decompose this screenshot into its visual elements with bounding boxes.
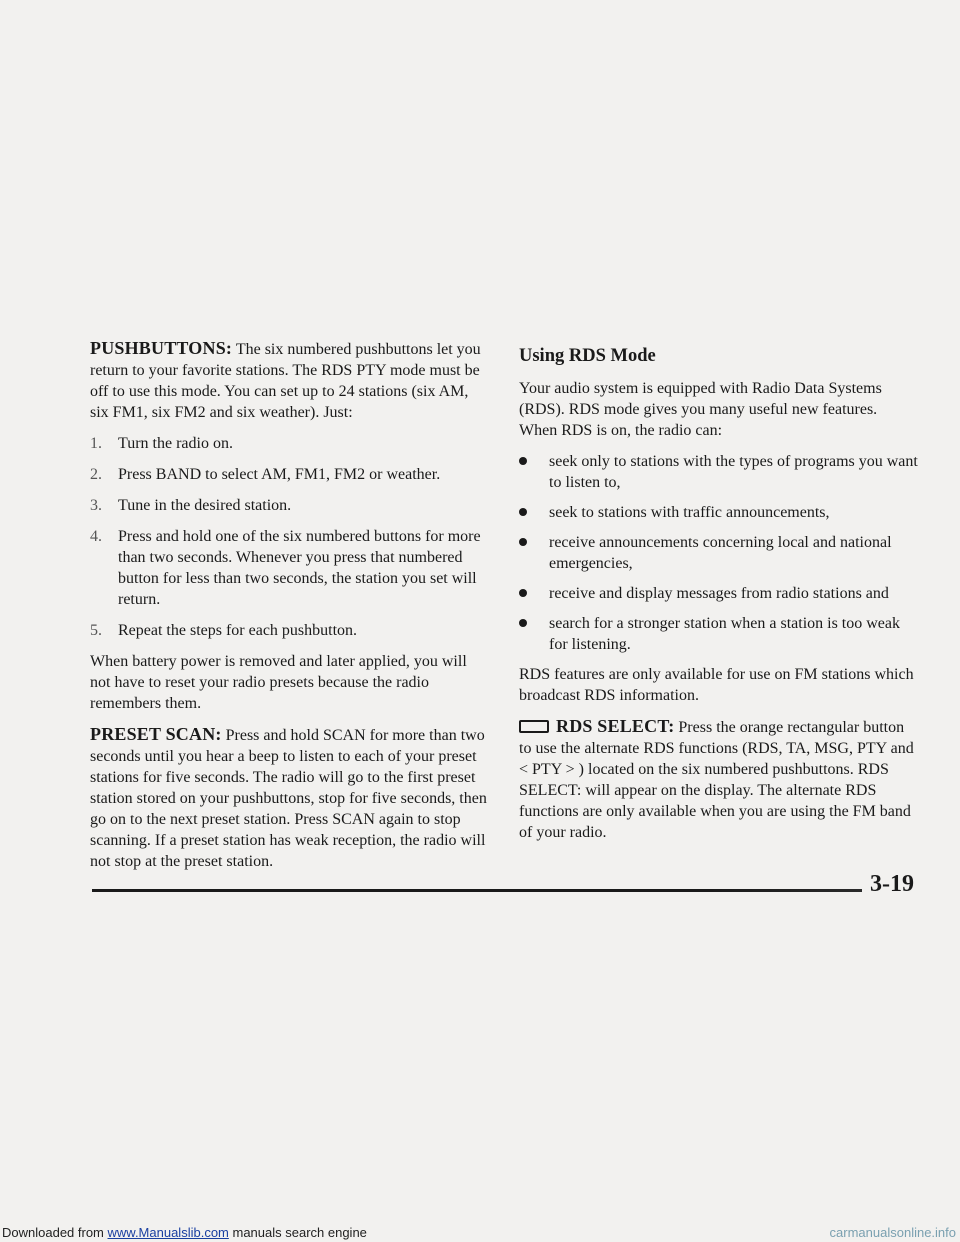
manualslib-link[interactable]: www.Manualslib.com bbox=[107, 1225, 229, 1240]
bullet-icon bbox=[519, 589, 527, 597]
bullet-icon bbox=[519, 619, 527, 627]
step-number: 4. bbox=[90, 528, 102, 545]
right-column bbox=[519, 338, 919, 843]
step-text: Tune in the desired station. bbox=[118, 497, 292, 514]
rectangular-button-icon bbox=[519, 720, 549, 733]
list-item-text: receive announcements concerning local and national emergencies, bbox=[549, 534, 892, 572]
rds-select-text: Press the orange rectangular button to use the alternate RDS functions (RDS, TA, MSG, PTY and < PTY > ) located on the six numbered pushbuttons. RDS SELECT: will appear on the display. The alternate RDS functions are only available when you are using the FM band of your radio. bbox=[519, 719, 914, 841]
step-number: 5. bbox=[90, 622, 102, 639]
list-item bbox=[519, 583, 919, 604]
step-item bbox=[90, 433, 490, 454]
preset-scan-paragraph bbox=[90, 724, 490, 872]
list-item bbox=[519, 613, 919, 655]
step-number: 2. bbox=[90, 466, 102, 483]
step-text: Press and hold one of the six numbered buttons for more than two seconds. Whenever you press that numbered button for less than two seconds, the station you set will return. bbox=[118, 528, 481, 608]
step-item bbox=[90, 620, 490, 641]
footer-prefix: Downloaded from bbox=[2, 1225, 108, 1240]
battery-paragraph: When battery power is removed and later applied, you will not have to reset your radio presets because the radio remembers them. bbox=[90, 653, 467, 712]
pushbuttons-text: The six numbered pushbuttons let you return to your favorite stations. The RDS PTY mode must be off to use this mode. You can set up to 24 stations (six AM, six FM1, six FM2 and six weather). Just: bbox=[90, 341, 481, 421]
step-item bbox=[90, 495, 490, 516]
rds-features-paragraph: RDS features are only available for use on FM stations which broadcast RDS information. bbox=[519, 666, 914, 704]
footer-rule bbox=[92, 889, 862, 892]
rds-capabilities-list bbox=[519, 451, 919, 655]
pushbuttons-label: PUSHBUTTONS: bbox=[90, 338, 233, 358]
preset-scan-text: Press and hold SCAN for more than two seconds until you hear a beep to listen to each of your preset stations for five seconds. The radio will go to the first preset station stored on your pushbuttons, stop for five seconds, then go on to the next preset station. Press SCAN again to stop scanning. If a preset station has weak reception, the radio will not stop at the preset station. bbox=[90, 727, 487, 870]
page-number: 3-19 bbox=[870, 871, 914, 897]
step-item bbox=[90, 526, 490, 610]
step-text: Turn the radio on. bbox=[118, 435, 233, 452]
rds-select-paragraph bbox=[519, 716, 919, 843]
step-text: Repeat the steps for each pushbutton. bbox=[118, 622, 358, 639]
watermark-brand: carmanualsonline.info bbox=[829, 1225, 956, 1240]
section-heading: Using RDS Mode bbox=[519, 346, 656, 366]
list-item-text: receive and display messages from radio stations and bbox=[549, 585, 889, 602]
step-item bbox=[90, 464, 490, 485]
bullet-icon bbox=[519, 538, 527, 546]
download-footer bbox=[0, 1224, 960, 1242]
left-column bbox=[90, 338, 490, 872]
pushbuttons-paragraph bbox=[90, 338, 490, 423]
rds-intro-paragraph: Your audio system is equipped with Radio Data Systems (RDS). RDS mode gives you many useful new features. When RDS is on, the radio can: bbox=[519, 380, 882, 439]
bullet-icon bbox=[519, 457, 527, 465]
rds-select-label: RDS SELECT: bbox=[556, 716, 675, 736]
footer-suffix: manuals search engine bbox=[228, 1225, 367, 1240]
list-item bbox=[519, 532, 919, 574]
list-item bbox=[519, 451, 919, 493]
preset-scan-label: PRESET SCAN: bbox=[90, 724, 222, 744]
step-text: Press BAND to select AM, FM1, FM2 or weather. bbox=[118, 466, 441, 483]
step-number: 1. bbox=[90, 435, 102, 452]
list-item-text: seek to stations with traffic announcements, bbox=[549, 504, 830, 521]
list-item bbox=[519, 502, 919, 523]
list-item-text: search for a stronger station when a station is too weak for listening. bbox=[549, 615, 901, 653]
step-number: 3. bbox=[90, 497, 102, 514]
steps-list bbox=[90, 433, 490, 641]
bullet-icon bbox=[519, 508, 527, 516]
list-item-text: seek only to stations with the types of programs you want to listen to, bbox=[549, 453, 918, 491]
